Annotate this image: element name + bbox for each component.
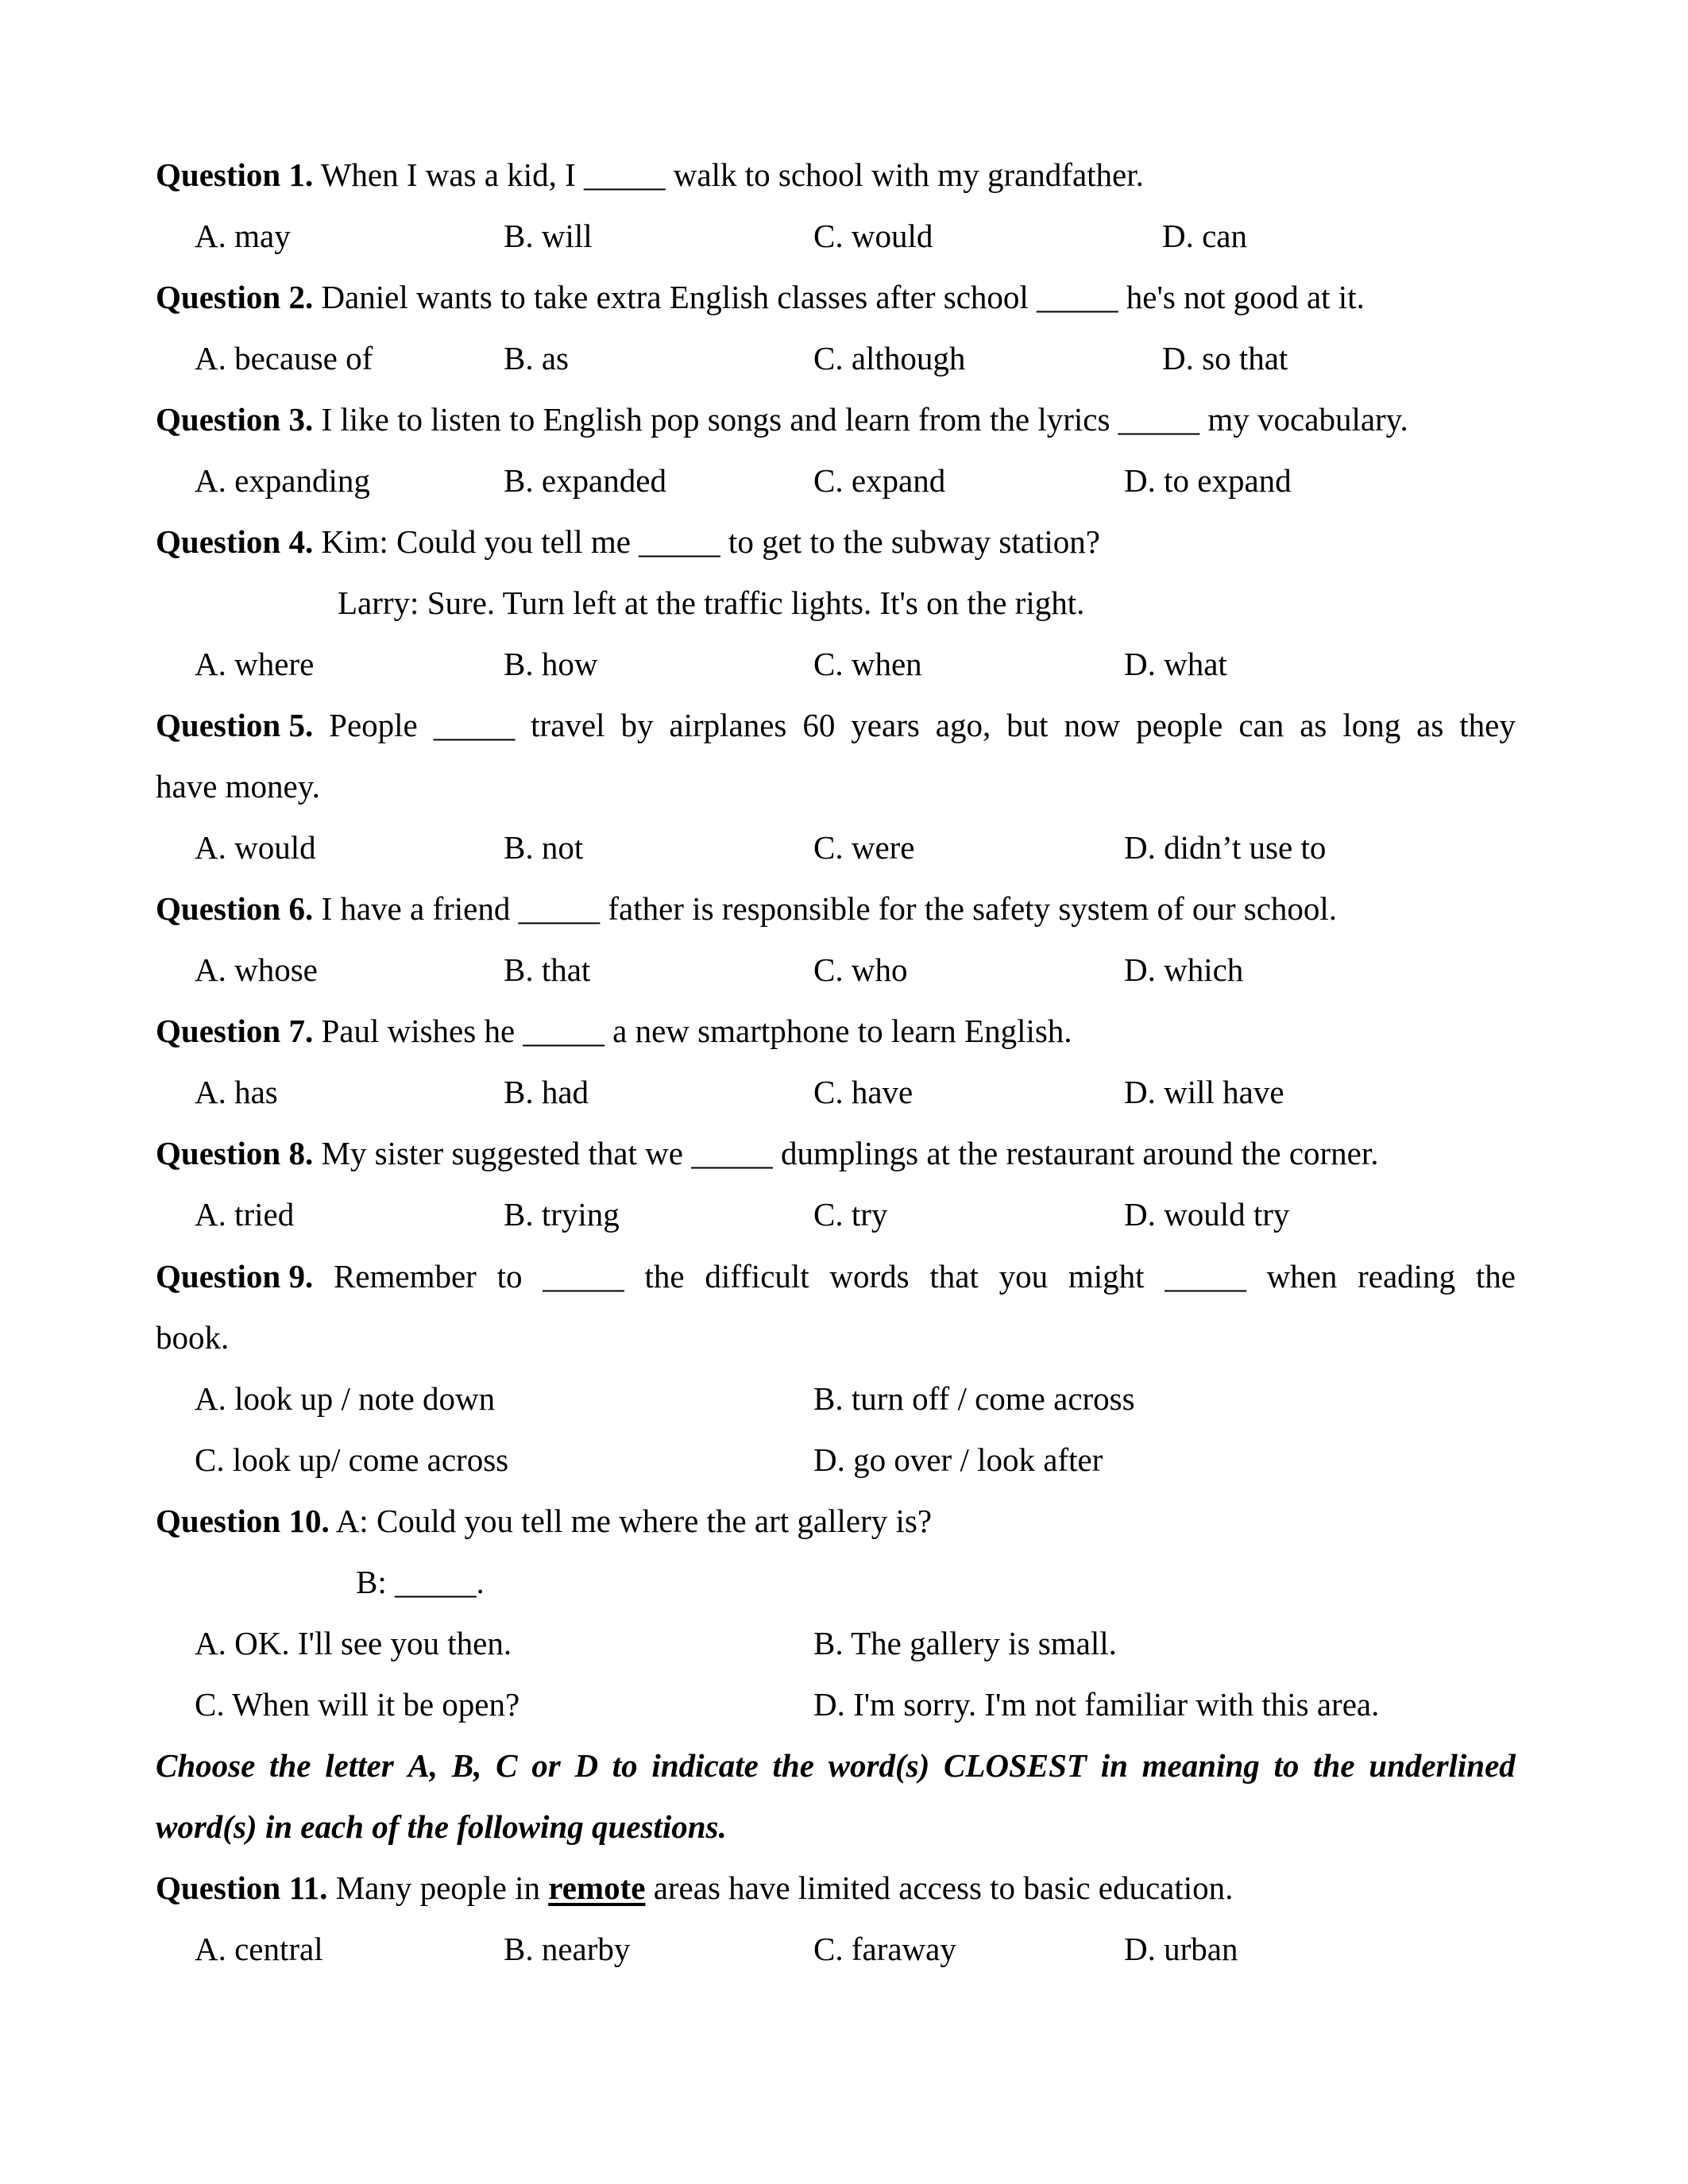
word: reading xyxy=(1358,1258,1456,1295)
option-a: A. expanding xyxy=(195,462,370,499)
option-a: A. tried xyxy=(195,1196,295,1233)
option-c: C. when xyxy=(813,646,922,682)
option-b: B. turn off / come across xyxy=(813,1380,1135,1417)
word: word(s) xyxy=(828,1747,930,1784)
word: indicate xyxy=(651,1747,759,1784)
option-c: C. have xyxy=(813,1074,914,1110)
word: C xyxy=(496,1747,518,1784)
word: words xyxy=(829,1258,910,1295)
option-d: D. what xyxy=(1124,646,1227,682)
word: travel xyxy=(531,707,605,743)
question-label: Question 8. xyxy=(156,1135,314,1171)
option-b: B. nearby xyxy=(504,1931,631,1967)
option-a: A. may xyxy=(195,218,291,254)
word: in xyxy=(1100,1747,1128,1784)
option-a: A. because of xyxy=(195,340,373,376)
word: A, xyxy=(408,1747,438,1784)
option-d: D. would try xyxy=(1124,1196,1290,1233)
option-a: A. would xyxy=(195,829,316,866)
word: Remember xyxy=(333,1258,477,1295)
question-10-response: B: _____. xyxy=(356,1564,485,1600)
option-d: D. so that xyxy=(1162,340,1288,376)
option-d: D. I'm sorry. I'm not familiar with this area. xyxy=(813,1686,1380,1723)
option-c: C. were xyxy=(813,829,915,866)
question-label: Question 9. xyxy=(156,1258,314,1295)
option-c: C. who xyxy=(813,951,908,988)
question-5 xyxy=(156,705,1516,745)
blank: _____ xyxy=(1165,1258,1246,1295)
question-text: A: Could you tell me where the art gallery is? xyxy=(335,1503,933,1539)
option-d: D. can xyxy=(1162,218,1248,254)
option-c: C. although xyxy=(813,340,966,376)
question-text: Kim: Could you tell me _____ to get to the subway station? xyxy=(321,523,1100,560)
word: People xyxy=(329,707,418,743)
section-instruction xyxy=(156,1746,1516,1785)
option-b: B. expanded xyxy=(504,462,666,499)
underlined-word: remote xyxy=(548,1870,646,1906)
word: as xyxy=(1300,707,1327,743)
question-text-before: Many people in xyxy=(335,1870,541,1906)
word: can xyxy=(1238,707,1284,743)
section-instruction-continued: word(s) in each of the following questions. xyxy=(156,1808,727,1845)
word: meaning xyxy=(1141,1747,1260,1784)
question-10 xyxy=(156,1501,932,1541)
option-b: B. trying xyxy=(504,1196,620,1233)
question-label: Question 7. xyxy=(156,1013,314,1049)
option-a: A. central xyxy=(195,1931,323,1967)
question-label: Question 4. xyxy=(156,523,314,560)
option-a: A. OK. I'll see you then. xyxy=(195,1625,512,1661)
option-b: B. how xyxy=(504,646,598,682)
word: people xyxy=(1136,707,1223,743)
word: they xyxy=(1459,707,1516,743)
question-label: Question 6. xyxy=(156,890,314,927)
word: to xyxy=(496,1258,523,1295)
option-b: B. The gallery is small. xyxy=(813,1625,1117,1661)
question-text-after: areas have limited access to basic education. xyxy=(653,1870,1234,1906)
blank: _____ xyxy=(433,707,516,743)
word: 60 xyxy=(802,707,836,743)
option-a: A. whose xyxy=(195,951,318,988)
option-b: B. that xyxy=(504,951,591,988)
word: the xyxy=(269,1747,311,1784)
question-label: Question 1. xyxy=(156,156,314,193)
question-5-continued: have money. xyxy=(156,768,320,805)
question-text: Daniel wants to take extra English classes after school _____ he's not good at it. xyxy=(321,279,1365,315)
word: that xyxy=(929,1258,979,1295)
option-d: D. which xyxy=(1124,951,1244,988)
word: the xyxy=(772,1747,814,1784)
word: difficult xyxy=(705,1258,809,1295)
question-4-response: Larry: Sure. Turn left at the traffic lights. It's on the right. xyxy=(338,585,1085,621)
option-b: B. not xyxy=(504,829,584,866)
question-9-continued: book. xyxy=(156,1319,230,1356)
word: D xyxy=(574,1747,599,1784)
question-label: Question 3. xyxy=(156,401,314,438)
word: to xyxy=(612,1747,638,1784)
option-d: D. didn’t use to xyxy=(1124,829,1327,866)
question-label: Question 5. xyxy=(156,707,314,743)
word: CLOSEST xyxy=(943,1747,1087,1784)
word: now xyxy=(1064,707,1121,743)
question-4 xyxy=(156,522,1100,561)
word: long xyxy=(1342,707,1401,743)
question-text: I like to listen to English pop songs and learn from the lyrics _____ my vocabulary. xyxy=(321,401,1408,438)
option-c: C. expand xyxy=(813,462,946,499)
option-b: B. as xyxy=(504,340,569,376)
option-c: C. When will it be open? xyxy=(195,1686,520,1723)
option-c: C. faraway xyxy=(813,1931,956,1967)
question-label: Question 10. xyxy=(156,1503,330,1539)
word: ago, xyxy=(935,707,991,743)
word: as xyxy=(1416,707,1444,743)
word: by xyxy=(620,707,654,743)
question-9 xyxy=(156,1256,1516,1296)
question-text: My sister suggested that we _____ dumplings at the restaurant around the corner. xyxy=(321,1135,1379,1171)
option-d: D. to expand xyxy=(1124,462,1292,499)
word: underlined xyxy=(1369,1747,1516,1784)
word: years xyxy=(851,707,920,743)
blank: _____ xyxy=(543,1258,624,1295)
option-b: B. will xyxy=(504,218,593,254)
question-1 xyxy=(156,155,1144,195)
option-a: A. look up / note down xyxy=(195,1380,496,1417)
question-3 xyxy=(156,399,1408,439)
word: B, xyxy=(451,1747,482,1784)
word: airplanes xyxy=(669,707,787,743)
option-a: A. where xyxy=(195,646,315,682)
question-11 xyxy=(156,1868,1233,1908)
question-label: Question 11. xyxy=(156,1870,328,1906)
option-c: C. look up/ come across xyxy=(195,1441,509,1478)
word: but xyxy=(1006,707,1049,743)
question-text: Paul wishes he _____ a new smartphone to learn English. xyxy=(321,1013,1072,1049)
option-c: C. would xyxy=(813,218,933,254)
question-text: When I was a kid, I _____ walk to school with my grandfather. xyxy=(320,156,1144,193)
question-label: Question 2. xyxy=(156,279,314,315)
word: the xyxy=(1313,1747,1355,1784)
word: when xyxy=(1266,1258,1338,1295)
question-6 xyxy=(156,889,1337,928)
question-8 xyxy=(156,1133,1379,1173)
question-text: I have a friend _____ father is responsible for the safety system of our school. xyxy=(321,890,1338,927)
word: the xyxy=(644,1258,685,1295)
word: Choose xyxy=(156,1747,256,1784)
word: you xyxy=(999,1258,1049,1295)
word: letter xyxy=(325,1747,394,1784)
option-d: D. will have xyxy=(1124,1074,1284,1110)
question-2 xyxy=(156,277,1365,317)
option-a: A. has xyxy=(195,1074,278,1110)
option-c: C. try xyxy=(813,1196,888,1233)
question-7 xyxy=(156,1011,1072,1051)
option-d: D. go over / look after xyxy=(813,1441,1103,1478)
option-d: D. urban xyxy=(1124,1931,1238,1967)
word: the xyxy=(1475,1258,1516,1295)
word: might xyxy=(1068,1258,1145,1295)
word: or xyxy=(531,1747,561,1784)
option-b: B. had xyxy=(504,1074,589,1110)
word: to xyxy=(1273,1747,1300,1784)
